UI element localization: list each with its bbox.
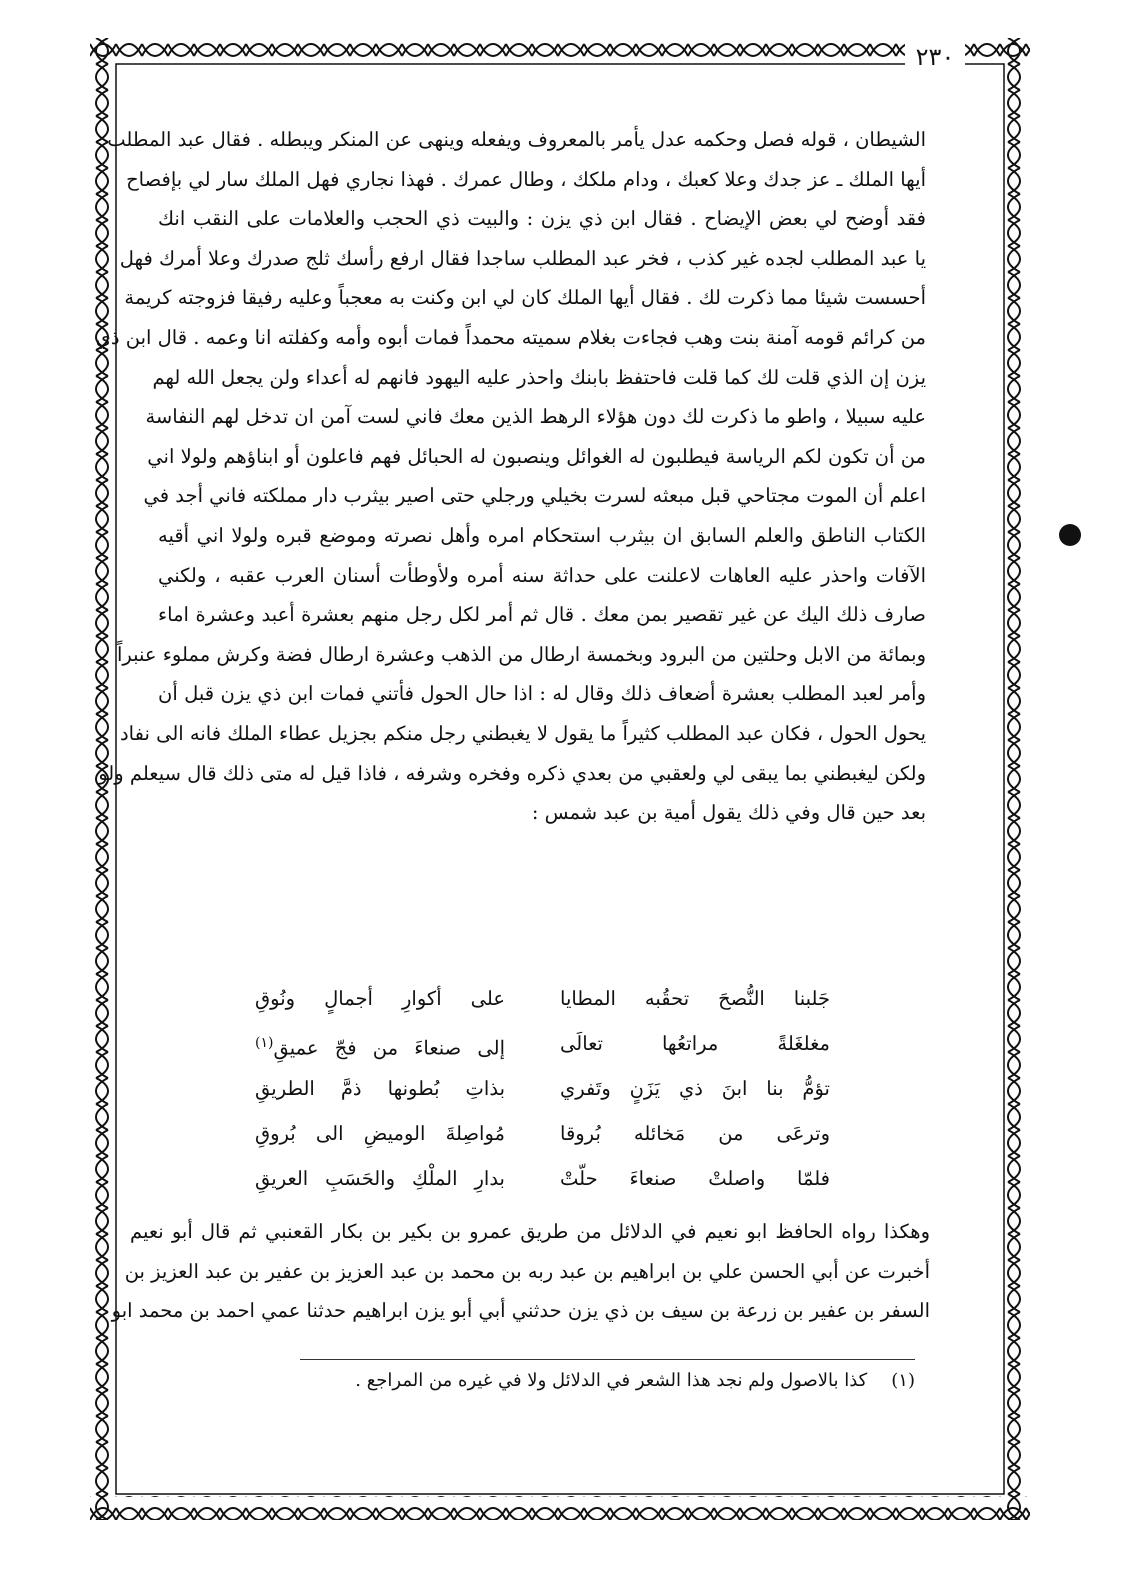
text-line: بعد حين قال وفي ذلك يقول أمية بن عبد شمس : — [531, 801, 926, 825]
text-line: الآفات واحذر عليه العاهات لاعلنت على حداثة سنه أمره ولأوطأت أسنان العرب عقبه ، ولكني — [158, 563, 926, 587]
text-line: وبمائة من الابل وحلتين من البرود وبخمسة ارطال من الذهب وعشرة ارطال فضة وكرش مملوء عنبراً — [116, 642, 926, 666]
first-hemistich: جَلبنا النُّصحَ تحقُبه المطايا — [560, 987, 830, 1010]
text-line: وأمر لعبد المطلب بعشرة أضعاف ذلك وقال له : اذا حال الحول فأتني فمات ابن ذي يزن قبل أن — [158, 682, 926, 706]
text-line: يزن إن الذي قلت لك كما قلت فاحتفظ بابنك واحذر عليه اليهود فانهم له أعداء ولن يجعل الله لهم — [152, 365, 926, 389]
text-line: عليه سبيلا ، واطو ما ذكرت لك دون هؤلاء الرهط الذين معك فاني لست آمن ان تدخل لهم النفاسة — [145, 405, 926, 429]
poem — [255, 976, 830, 1201]
first-hemistich: وترعَى من مَخائله بُروقا — [560, 1122, 830, 1145]
verse — [255, 1111, 830, 1156]
text-line: يا عبد المطلب لجده غير كذب ، فخر عبد المطلب ساجدا فقال ارفع رأسك ثلج صدرك وعلا أمرك فهل — [119, 246, 926, 270]
footnote-number: (١) — [891, 1370, 915, 1391]
main-text — [95, 120, 926, 833]
first-hemistich: مغلغَلةً مراتعُها تعالَى — [560, 1032, 830, 1055]
second-hemistich: مُواصِلةَ الوميضِ الى بُروقِ — [255, 1122, 505, 1145]
text-line: من كرائم قومه آمنة بنت وهب فجاءت بغلام سميته محمداً فمات أبوه وأمه وكفلته انا وعمه . قال ابن ذي — [95, 325, 926, 349]
text-line: الشيطان ، قوله فصل وحكمه عدل يأمر بالمعروف ويفعله وينهى عن المنكر ويبطله . فقال عبد المطلب — [107, 128, 926, 151]
text-line: الكتاب الناطق والعلم السابق ان بيثرب استحكام امره وأهل نصرته وموضع قبره ولولا اني أقيه — [158, 523, 926, 547]
footnote — [300, 1363, 915, 1399]
text-line: وهكذا رواه الحافظ ابو نعيم في الدلائل من طريق عمرو بن بكير بن بكار القعنبي ثم قال أبو نعيم — [130, 1220, 930, 1243]
verse — [255, 1066, 830, 1111]
text-line: فقد أوضح لي بعض الإيضاح . فقال ابن ذي يزن : والبيت ذي الحجب والعلامات على النقب انك — [158, 207, 926, 231]
verse — [255, 976, 830, 1021]
post-poem-text — [111, 1212, 930, 1331]
text-line: من أن تكون لكم الرياسة فيطلبون له الغوائل وينصبون له الحبائل فهم فاعلون أو ابناؤهم ولولا اني — [147, 444, 926, 468]
text-line: أيها الملك ـ عز جدك وعلا كعبك ، ودام ملكك ، وطال عمرك . فهذا نجاري فهل الملك سار لي بإفصاح — [126, 167, 926, 191]
verse — [255, 1021, 830, 1066]
text-line: أحسست شيئا مما ذكرت لك . فقال أيها الملك كان لي ابن وكنت به معجباً وعليه رفيقا فزوجته كريمة — [124, 286, 926, 310]
verse — [255, 1156, 830, 1201]
second-hemistich: بذاتِ بُطونها ذمَّ الطريقِ — [255, 1077, 505, 1100]
footnote-divider — [300, 1359, 915, 1360]
text-line: ولكن ليغبطني بما يبقى لي ولعقبي من بعدي ذكره وفخره وشرفه ، فاذا قيل له متى ذلك قال سيعلم ولو — [98, 761, 926, 785]
second-hemistich — [255, 1021, 505, 1066]
footnote-reference: (١) — [255, 1035, 274, 1051]
second-hemistich: على أكوارِ أجمالٍ ونُوقِ — [255, 987, 505, 1010]
first-hemistich: تؤمُّ بنا ابنَ ذي يَزَنٍ وتَفري — [560, 1077, 830, 1100]
text-line: أخبرت عن أبي الحسن علي بن ابراهيم بن عبد ربه بن محمد بن عبد العزيز بن عفير بن عبد العزيز بن — [124, 1259, 930, 1283]
page-number: ٢٣٠ — [905, 42, 965, 72]
first-hemistich: فلمّا واصلتْ صنعاءَ حلّتْ — [560, 1167, 830, 1190]
text-line: اعلم أن الموت مجتاحي قبل مبعثه لسرت بخيلي ورجلي حتى اصير بيثرب دار مملكته فاني أجد في — [143, 484, 926, 508]
text-line: السفر بن عفير بن زرعة بن سيف بن ذي يزن حدثني أبي أبو يزن ابراهيم حدثنا عمي احمد بن محمد ابو — [111, 1299, 930, 1323]
footnote-text: كذا بالاصول ولم نجد هذا الشعر في الدلائل ولا في غيره من المراجع . — [355, 1370, 868, 1391]
second-hemistich-text: إلى صنعاءَ من فجّ عميقِ — [273, 1036, 505, 1060]
second-hemistich: بدارِ الملْكِ والحَسَبِ العريقِ — [255, 1167, 505, 1190]
text-line: صارف ذلك اليك عن غير تقصير بمن معك . قال ثم أمر لكل رجل منهم بعشرة أعبد وعشرة اماء — [158, 603, 926, 627]
ink-dot — [1059, 524, 1081, 546]
text-line: يحول الحول ، فكان عبد المطلب كثيراً ما يقول لا يغبطني رجل منكم بجزيل عطاء الملك فانه الى نفاد — [120, 721, 926, 745]
